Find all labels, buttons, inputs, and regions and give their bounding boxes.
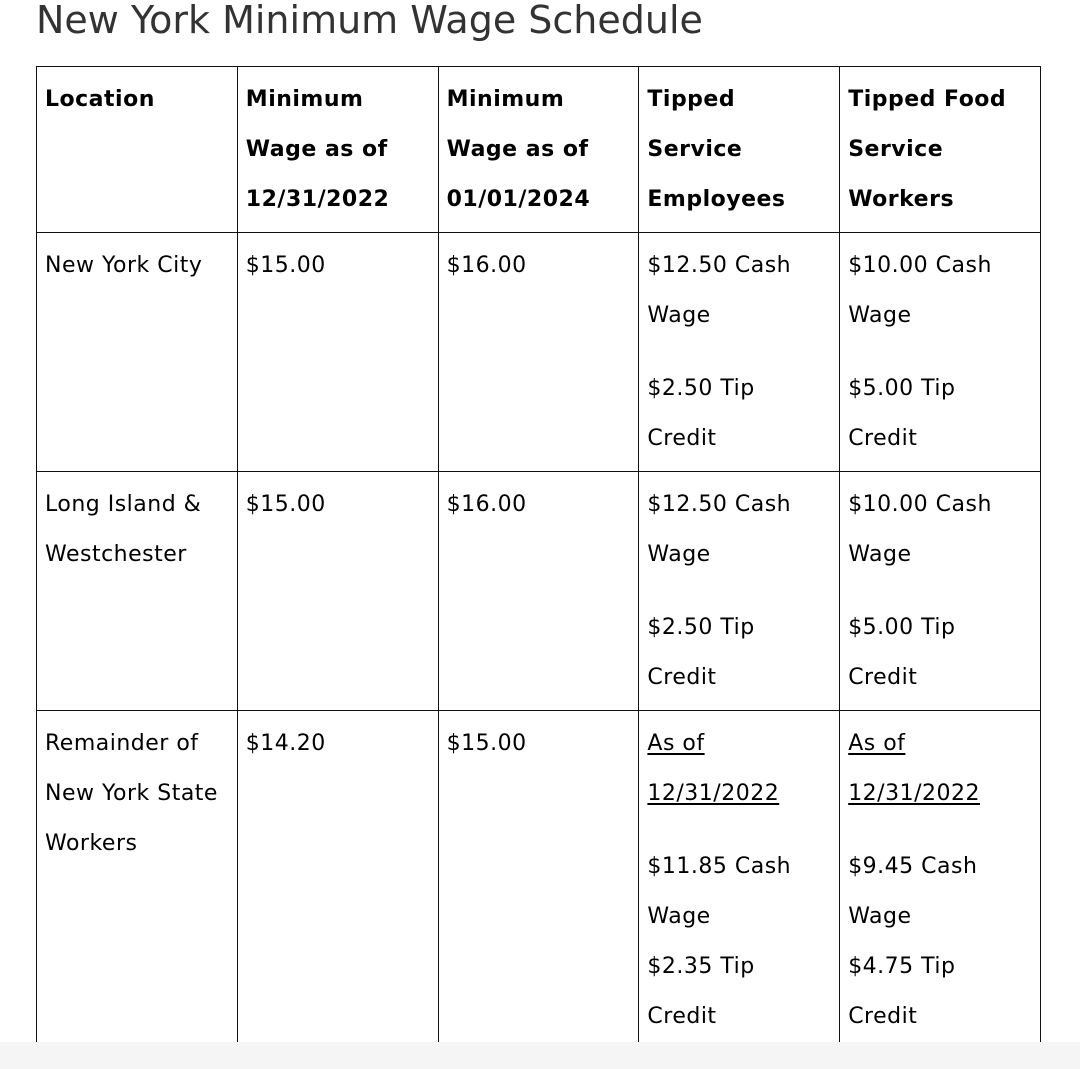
tipped-food-cell <box>840 711 1041 1050</box>
cash-wage: $12.50 Cash Wage <box>647 492 792 567</box>
location-cell: Long Island & Westchester <box>37 472 238 711</box>
header-tipped-service: Tipped Service Employees <box>639 67 840 233</box>
tip-credit: $4.75 Tip Credit <box>848 954 956 1029</box>
location-cell: New York City <box>37 233 238 472</box>
cash-wage: $10.00 Cash Wage <box>848 492 992 567</box>
header-location: Location <box>37 67 238 233</box>
header-wage-2022: Minimum Wage as of 12/31/2022 <box>237 67 438 233</box>
wage-schedule-table <box>36 66 1041 1050</box>
wage-2022-cell: $15.00 <box>237 472 438 711</box>
table-row <box>37 472 1041 711</box>
tip-credit: $5.00 Tip Credit <box>848 615 956 690</box>
wage-2022-cell: $14.20 <box>237 711 438 1050</box>
tip-credit: $2.50 Tip Credit <box>647 615 755 690</box>
header-tipped-food: Tipped Food Service Workers <box>840 67 1041 233</box>
wage-2024-cell: $15.00 <box>438 711 639 1050</box>
cash-wage: $11.85 Cash Wage <box>647 854 792 929</box>
tipped-food-cell <box>840 233 1041 472</box>
cash-wage: $12.50 Cash Wage <box>647 253 792 328</box>
tip-credit: $2.50 Tip Credit <box>647 376 755 451</box>
cash-wage: $9.45 Cash Wage <box>848 854 978 929</box>
cash-wage: $10.00 Cash Wage <box>848 253 992 328</box>
as-of-note: As of 12/31/2022 <box>647 731 780 806</box>
wage-2022-cell: $15.00 <box>237 233 438 472</box>
as-of-note: As of 12/31/2022 <box>848 731 980 806</box>
tip-credit: $2.35 Tip Credit <box>647 954 755 1029</box>
tipped-food-cell <box>840 472 1041 711</box>
header-wage-2024: Minimum Wage as of 01/01/2024 <box>438 67 639 233</box>
tipped-service-cell <box>639 233 840 472</box>
table-row <box>37 711 1041 1050</box>
tipped-service-cell <box>639 472 840 711</box>
tipped-service-cell <box>639 711 840 1050</box>
table-row <box>37 233 1041 472</box>
page-bottom-strip <box>0 1042 1080 1069</box>
table-header-row <box>37 67 1041 233</box>
wage-2024-cell: $16.00 <box>438 472 639 711</box>
tip-credit: $5.00 Tip Credit <box>848 376 956 451</box>
page-title: New York Minimum Wage Schedule <box>36 0 703 42</box>
location-cell: Remainder of New York State Workers <box>37 711 238 1050</box>
wage-2024-cell: $16.00 <box>438 233 639 472</box>
